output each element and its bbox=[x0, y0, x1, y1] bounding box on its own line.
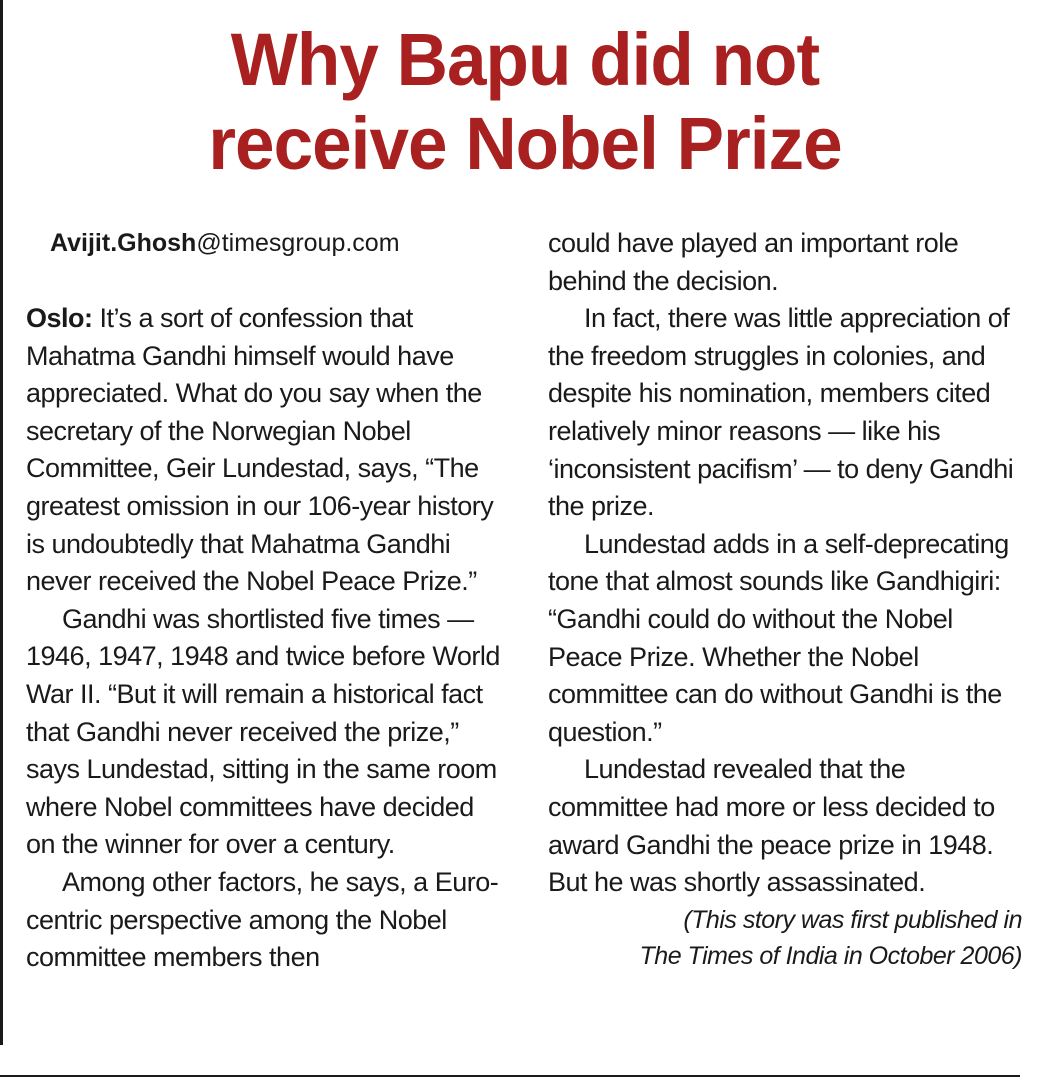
article-paragraph: Gandhi was shortlisted five times — 1946, 1947, 1948 and twice before World War II. “But it will remain a historical fact that Gandhi never received the prize,” says Lundestad, sitting in the same room where Nobel committees have decided on the winner for over a century. bbox=[26, 603, 500, 860]
paragraph-text: It’s a sort of confession that Mahatma Gandhi himself would have appreciated. What do you say when the secretary of the Norwegian Nobel Committee, Geir Lundestad, says, “The greatest omission in our 106-year history is undoubtedly that Mahatma Gandhi never received the Nobel Peace Prize.” bbox=[26, 303, 494, 597]
article-paragraph bbox=[26, 300, 506, 601]
article-paragraph: Lundestad revealed that the committee had more or less decided to award Gandhi the peace prize in 1948. But he was shortly assassinated. bbox=[548, 754, 995, 898]
bottom-rule bbox=[0, 1075, 1020, 1077]
dateline: Oslo: bbox=[26, 303, 93, 333]
footnote-line-2: The Times of India in October 2006) bbox=[639, 941, 1022, 970]
headline bbox=[40, 18, 1010, 186]
article-paragraph: In fact, there was little appreciation of the freedom struggles in colonies, and despite his nomination, members cited relatively minor reasons — like his ‘inconsistent pacifism’ — to deny Gandhi the prize. bbox=[548, 303, 1014, 522]
byline-domain: @timesgroup.com bbox=[196, 229, 400, 257]
article-paragraph: Lundestad adds in a self-deprecating tone that almost sounds like Gandhigiri: “Gandhi could do without the Nobel Peace Prize. Whether the Nobel committee can do without Gandhi is the question.” bbox=[548, 528, 1009, 747]
headline-line-2: receive Nobel Prize bbox=[208, 102, 842, 185]
publication-footnote bbox=[548, 902, 1028, 974]
article-column-right bbox=[548, 225, 1028, 974]
byline bbox=[50, 225, 506, 262]
article-column-left bbox=[26, 225, 506, 977]
byline-name: Avijit.Ghosh bbox=[50, 229, 197, 257]
headline-line-1: Why Bapu did not bbox=[230, 18, 820, 101]
left-column-rule bbox=[0, 0, 3, 1045]
article-paragraph: could have played an important role behind the decision. bbox=[548, 228, 959, 296]
footnote-line-1: (This story was first published in bbox=[683, 905, 1022, 934]
article-paragraph: Among other factors, he says, a Euro-centric perspective among the Nobel committee members then bbox=[26, 866, 499, 973]
